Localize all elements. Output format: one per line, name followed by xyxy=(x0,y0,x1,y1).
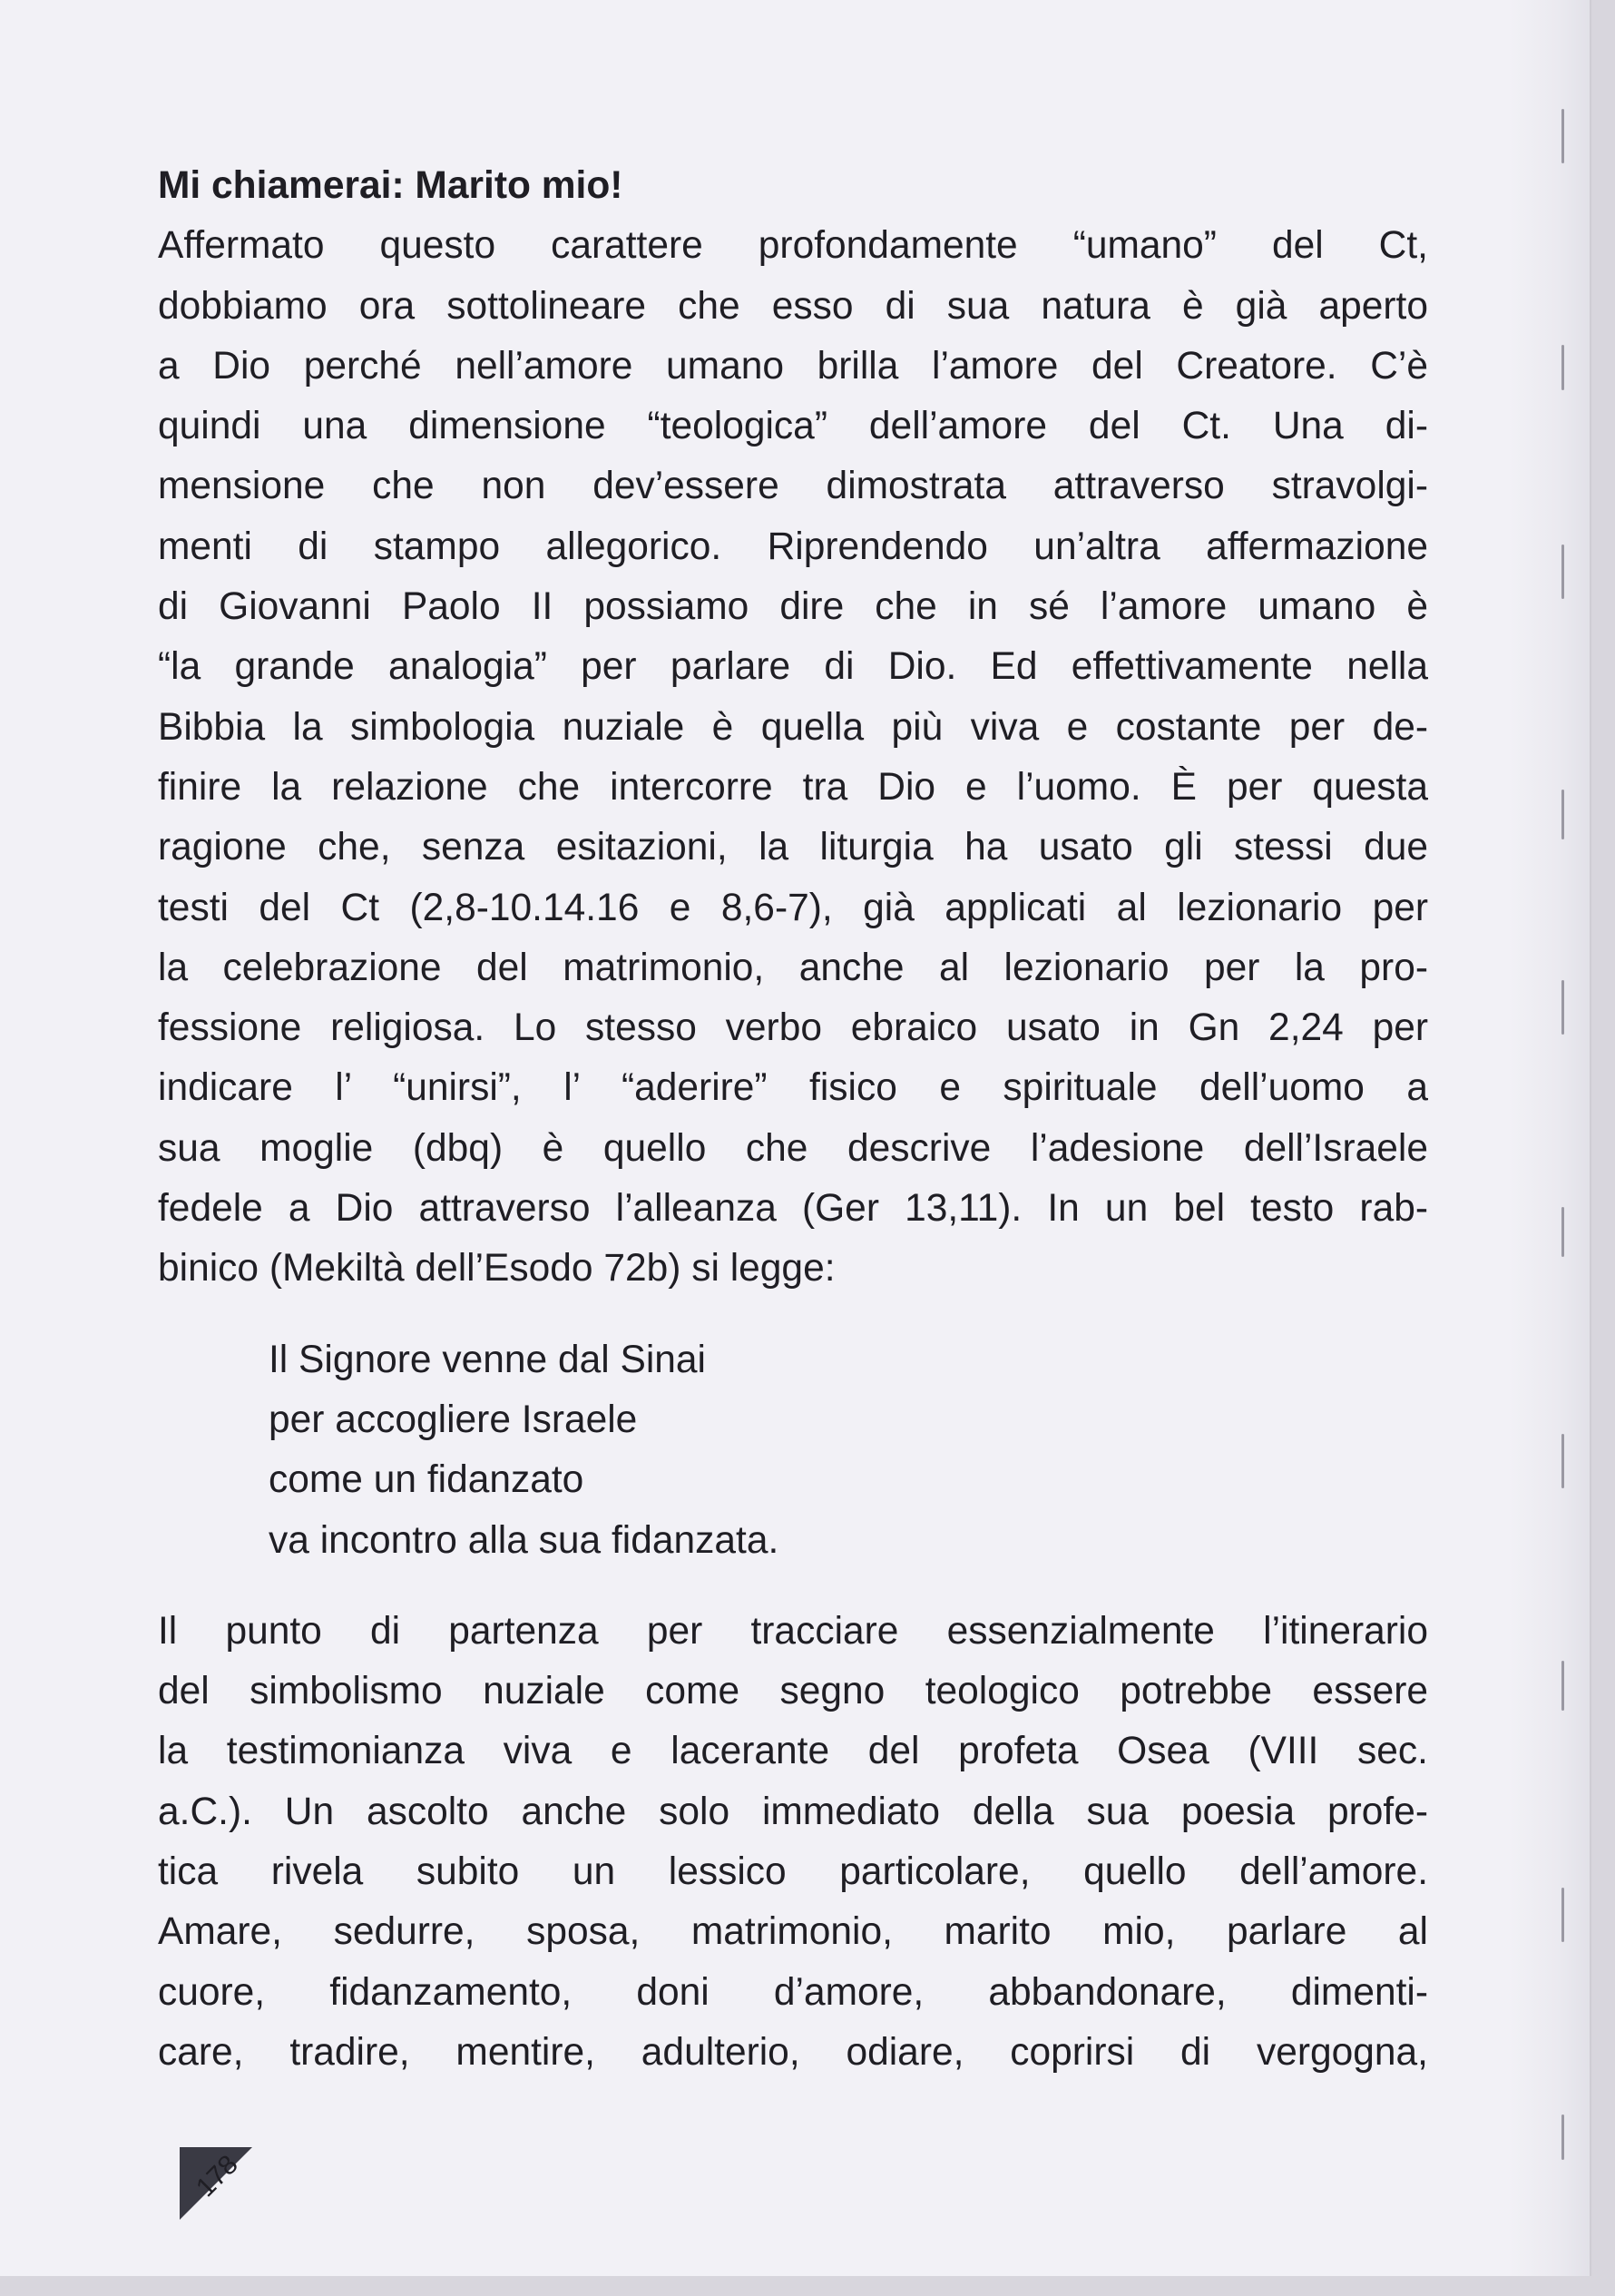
text-line: Affermato questo carattere profondamente “umano” del Ct, xyxy=(158,224,1428,268)
block-quote xyxy=(269,1330,1428,1571)
quote-line: come un fidanzato xyxy=(269,1458,584,1502)
text-line: la celebrazione del matrimonio, anche al lezionario per la pro- xyxy=(158,946,1428,989)
section-heading: Mi chiamerai: Marito mio! xyxy=(158,164,623,207)
text-line: binico (Mekiltà dell’Esodo 72b) si legge: xyxy=(158,1247,836,1290)
page-number: 178 xyxy=(191,2149,244,2203)
text-line: indicare l’ “unirsi”, l’ “aderire” fisico e spirituale dell’uomo a xyxy=(158,1066,1428,1110)
text-line: testi del Ct (2,8-10.14.16 e 8,6-7), già applicati al lezionario per xyxy=(158,886,1428,929)
text-line: Bibbia la simbologia nuziale è quella più viva e costante per de- xyxy=(158,705,1428,749)
page-spine xyxy=(1508,0,1590,2276)
text-line: tica rivela subito un lessico particolare, quello dell’amore. xyxy=(158,1850,1428,1894)
text-line: “la grande analogia” per parlare di Dio. Ed effettivamente nella xyxy=(158,645,1428,689)
stitch xyxy=(1561,980,1564,1035)
stitch xyxy=(1561,1434,1564,1488)
text-line: a Dio perché nell’amore umano brilla l’amore del Creatore. C’è xyxy=(158,344,1428,388)
text-line: a.C.). Un ascolto anche solo immediato della sua poesia profe- xyxy=(158,1790,1428,1833)
text-line: mensione che non dev’essere dimostrata attraverso stravolgi- xyxy=(158,465,1428,508)
stitch xyxy=(1561,1661,1564,1711)
quote-line: Il Signore venne dal Sinai xyxy=(269,1338,706,1381)
text-line: la testimonianza viva e lacerante del profeta Osea (VIII sec. xyxy=(158,1730,1428,1773)
text-line: care, tradire, mentire, adulterio, odiare, coprirsi di vergogna, xyxy=(158,2030,1428,2074)
stitch xyxy=(1561,1207,1564,1257)
text-line: menti di stampo allegorico. Riprendendo un’altra affermazione xyxy=(158,525,1428,568)
text-line: Il punto di partenza per tracciare essenzialmente l’itinerario xyxy=(158,1609,1428,1653)
page-text xyxy=(158,156,1428,2083)
text-line: sua moglie (dbq) è quello che descrive l’adesione dell’Israele xyxy=(158,1126,1428,1170)
stitch xyxy=(1561,790,1564,839)
text-line: del simbolismo nuziale come segno teologico potrebbe essere xyxy=(158,1670,1428,1713)
paragraph-2 xyxy=(158,1602,1428,2083)
text-line: quindi una dimensione “teologica” dell’amore del Ct. Una di- xyxy=(158,405,1428,448)
stitch xyxy=(1561,1888,1564,1942)
quote-line: va incontro alla sua fidanzata. xyxy=(269,1518,779,1562)
stitch xyxy=(1561,545,1564,599)
stitch xyxy=(1561,109,1564,163)
text-line: cuore, fidanzamento, doni d’amore, abbandonare, dimenti- xyxy=(158,1970,1428,2014)
text-line: Amare, sedurre, sposa, matrimonio, marito mio, parlare al xyxy=(158,1910,1428,1954)
quote-line: per accogliere Israele xyxy=(269,1398,638,1441)
text-line: fedele a Dio attraverso l’alleanza (Ger 13,11). In un bel testo rab- xyxy=(158,1187,1428,1231)
text-line: ragione che, senza esitazioni, la liturgia ha usato gli stessi due xyxy=(158,826,1428,869)
stitch xyxy=(1561,2114,1564,2160)
paragraph-1 xyxy=(158,216,1428,1299)
text-line: finire la relazione che intercorre tra Dio e l’uomo. È per questa xyxy=(158,765,1428,809)
text-line: dobbiamo ora sottolineare che esso di sua natura è già aperto xyxy=(158,284,1428,328)
stitch xyxy=(1561,345,1564,390)
text-line: di Giovanni Paolo II possiamo dire che in sé l’amore umano è xyxy=(158,585,1428,629)
text-line: fessione religiosa. Lo stesso verbo ebraico usato in Gn 2,24 per xyxy=(158,1006,1428,1050)
